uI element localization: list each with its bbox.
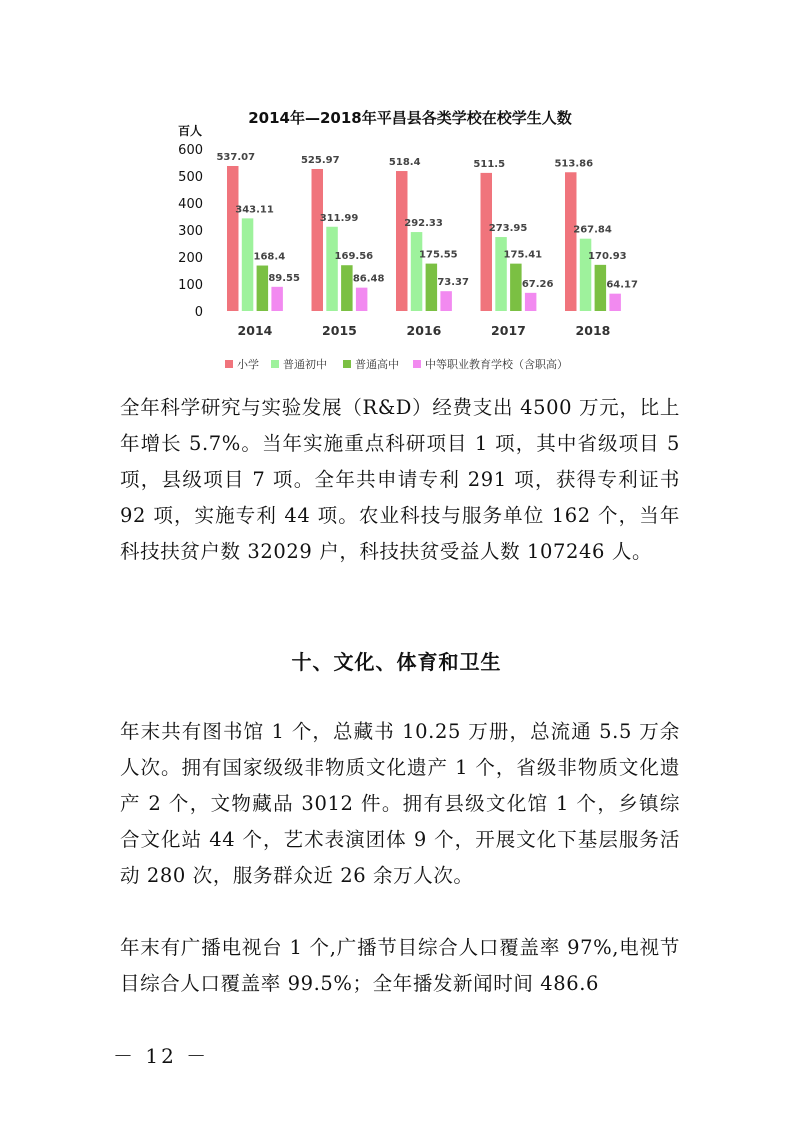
legend-label: 普通初中 <box>283 358 327 371</box>
data-label: 511.5 <box>473 158 506 170</box>
data-label: 537.07 <box>216 151 256 163</box>
x-tick-label: 2015 <box>322 323 357 338</box>
x-tick-label: 2014 <box>237 323 273 338</box>
data-label: 513.86 <box>554 158 594 170</box>
x-tick-label: 2016 <box>406 323 442 338</box>
bar-series-4 <box>440 291 452 311</box>
data-label: 73.37 <box>437 277 469 289</box>
data-label: 273.95 <box>488 223 528 235</box>
x-tick-label: 2017 <box>491 323 526 338</box>
data-label: 67.26 <box>521 278 554 290</box>
legend-label: 中等职业教育学校（含职高） <box>425 358 568 371</box>
data-label: 518.4 <box>388 157 421 169</box>
paragraph-broadcasting: 年末有广播电视台 1 个,广播节目综合人口覆盖率 97%,电视节目综合人口覆盖率 99.5%；全年播发新闻时间 486.6 <box>120 936 680 995</box>
x-tick-label: 2018 <box>575 323 611 338</box>
bar-series-3 <box>257 266 269 311</box>
data-label: 292.33 <box>404 218 443 230</box>
y-tick-label: 100 <box>178 278 203 293</box>
data-label: 343.11 <box>235 204 274 216</box>
y-axis-unit-label: 百人 <box>177 124 203 138</box>
y-tick-label: 600 <box>178 143 203 158</box>
data-label: 175.55 <box>419 249 458 261</box>
bar-series-2 <box>242 218 254 311</box>
bar-series-2 <box>580 239 592 311</box>
bar-series-2 <box>495 237 507 311</box>
y-tick-label: 300 <box>178 224 203 239</box>
paragraph-rd-funding: 全年科学研究与实验发展（R&D）经费支出 4500 万元，比上年增长 5.7%。当年实施重点科研项目 1 项，其中省级项目 5 项，县级项目 7 项。全年共申请专利 291 项，获得专利证书 92 项，实施专利 44 项。农业科技与服务单位 162 个，当年科技扶贫户数 32029 户，科技扶贫受益人数 107246 人。 <box>120 396 680 563</box>
paragraph-culture: 年末共有图书馆 1 个，总藏书 10.25 万册，总流通 5.5 万余人次。拥有国家级级非物质文化遗产 1 个，省级非物质文化遗产 2 个，文物藏品 3012 件。拥有县级文化馆 1 个，乡镇综合文化站 44 个，艺术表演团体 9 个，开展文化下基层服务活动 280 次，服务群众近 26 余万人次。 <box>120 720 680 887</box>
data-label: 89.55 <box>268 272 300 284</box>
bar-series-3 <box>426 264 438 311</box>
bar-series-4 <box>271 287 283 311</box>
bar-series-4 <box>356 288 368 311</box>
bar-series-1 <box>396 171 408 311</box>
data-label: 525.97 <box>300 154 340 166</box>
bar-series-1 <box>481 173 493 311</box>
data-label: 267.84 <box>573 224 612 236</box>
bar-series-2 <box>411 232 423 311</box>
bar-series-4 <box>609 294 621 311</box>
bar-series-3 <box>595 265 607 311</box>
bar-series-1 <box>565 172 577 311</box>
data-label: 64.17 <box>606 279 638 291</box>
page-number: － 12 － <box>113 1044 210 1068</box>
data-label: 170.93 <box>588 250 627 262</box>
bar-series-4 <box>525 293 537 311</box>
section-heading: 十、文化、体育和卫生 <box>291 650 502 674</box>
data-label: 311.99 <box>319 212 359 224</box>
y-tick-label: 400 <box>178 197 203 212</box>
chart-title: 2014年—2018年平昌县各类学校在校学生人数 <box>248 109 572 127</box>
legend-swatch <box>271 360 279 368</box>
bar-series-1 <box>312 169 324 311</box>
bar-series-2 <box>326 227 338 311</box>
bar-series-1 <box>227 166 239 311</box>
legend-label: 普通高中 <box>355 358 399 371</box>
bar-series-3 <box>341 265 353 311</box>
bar-series-3 <box>510 264 521 311</box>
data-label: 86.48 <box>352 273 385 285</box>
legend-swatch <box>413 360 421 368</box>
legend-swatch <box>225 360 233 368</box>
legend-swatch <box>343 360 351 368</box>
legend-label: 小学 <box>237 358 259 371</box>
chart-svg <box>160 100 640 385</box>
y-tick-label: 0 <box>194 305 203 320</box>
data-label: 168.4 <box>253 251 286 263</box>
y-tick-label: 500 <box>178 170 203 185</box>
data-label: 169.56 <box>334 251 374 263</box>
y-tick-label: 200 <box>178 251 203 266</box>
data-label: 175.41 <box>503 249 543 261</box>
student-enrollment-chart <box>160 100 640 385</box>
